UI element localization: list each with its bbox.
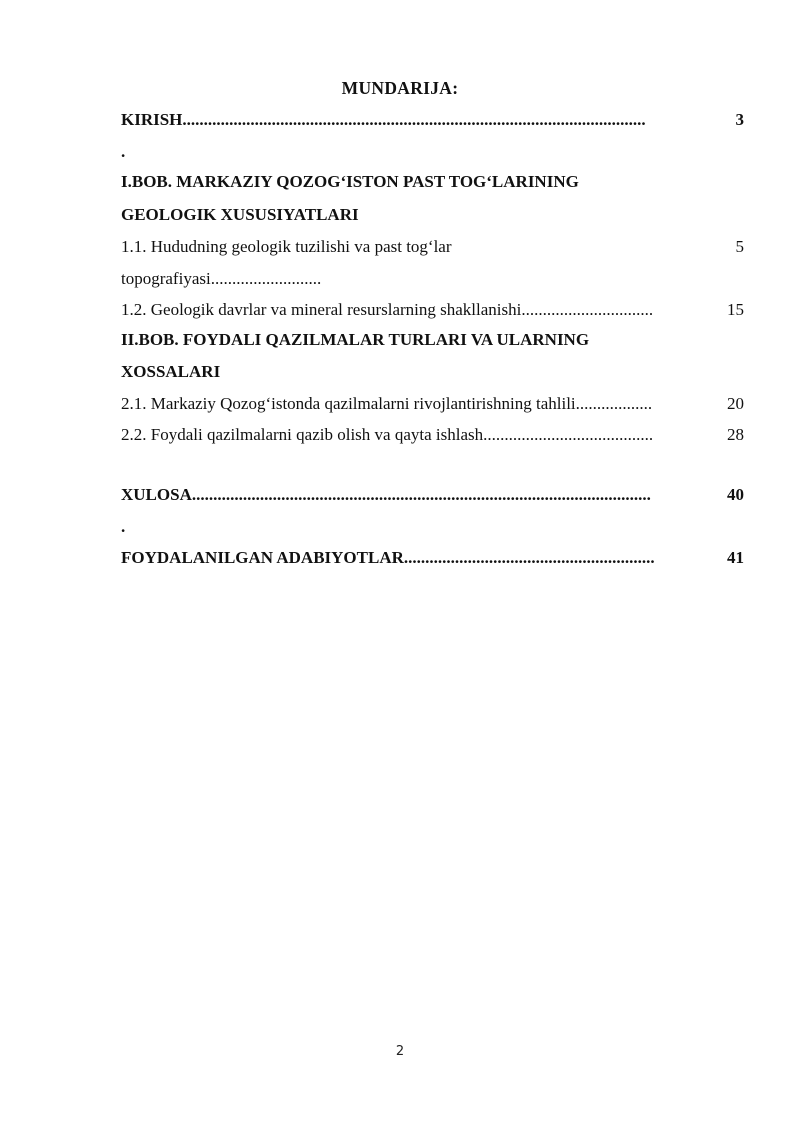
toc-chapter-2-line1: II.BOB. FOYDALI QAZILMALAR TURLARI VA ULARNING: [121, 330, 590, 349]
toc-entry-text: XULOSA............................................................................................................: [121, 485, 651, 504]
page-number-footer: 2: [395, 1044, 405, 1059]
toc-title: MUNDARIJA:: [341, 78, 459, 98]
toc-entry-text: KIRISH.............................................................................................................: [121, 110, 646, 129]
toc-entry-text: FOYDALANILGAN ADABIYOTLAR...........................................................: [121, 548, 655, 567]
toc-chapter-2-line2: XOSSALARI: [121, 362, 221, 381]
toc-page-number: 15: [727, 300, 744, 319]
toc-page-number: 41: [727, 548, 744, 567]
toc-entry-text: 2.1. Markaziy Qozog‘istonda qazilmalarni rivojlantirishning tahlili..................: [121, 394, 653, 413]
toc-page-number: 20: [727, 394, 744, 413]
toc-entry-text: 2.2. Foydali qazilmalarni qazib olish va qayta ishlash........................................: [121, 425, 654, 444]
toc-page-number: 28: [727, 425, 744, 444]
toc-entry-text: 1.2. Geologik davrlar va mineral resurslarning shakllanishi...............................: [121, 300, 654, 319]
toc-page-number: 5: [735, 237, 744, 256]
stray-dot: .: [121, 517, 126, 536]
toc-page-number: 3: [735, 110, 744, 129]
toc-chapter-1-line1: I.BOB. MARKAZIY QOZOG‘ISTON PAST TOG‘LARINING: [121, 172, 579, 191]
toc-entry-1-1-line2: topografiyasi..........................: [121, 269, 322, 288]
toc-page-number: 40: [727, 485, 744, 504]
toc-entry-text: 1.1. Hududning geologik tuzilishi va past tog‘lar: [121, 237, 452, 256]
toc-chapter-1-line2: GEOLOGIK XUSUSIYATLARI: [121, 205, 359, 224]
stray-dot: .: [121, 142, 126, 161]
